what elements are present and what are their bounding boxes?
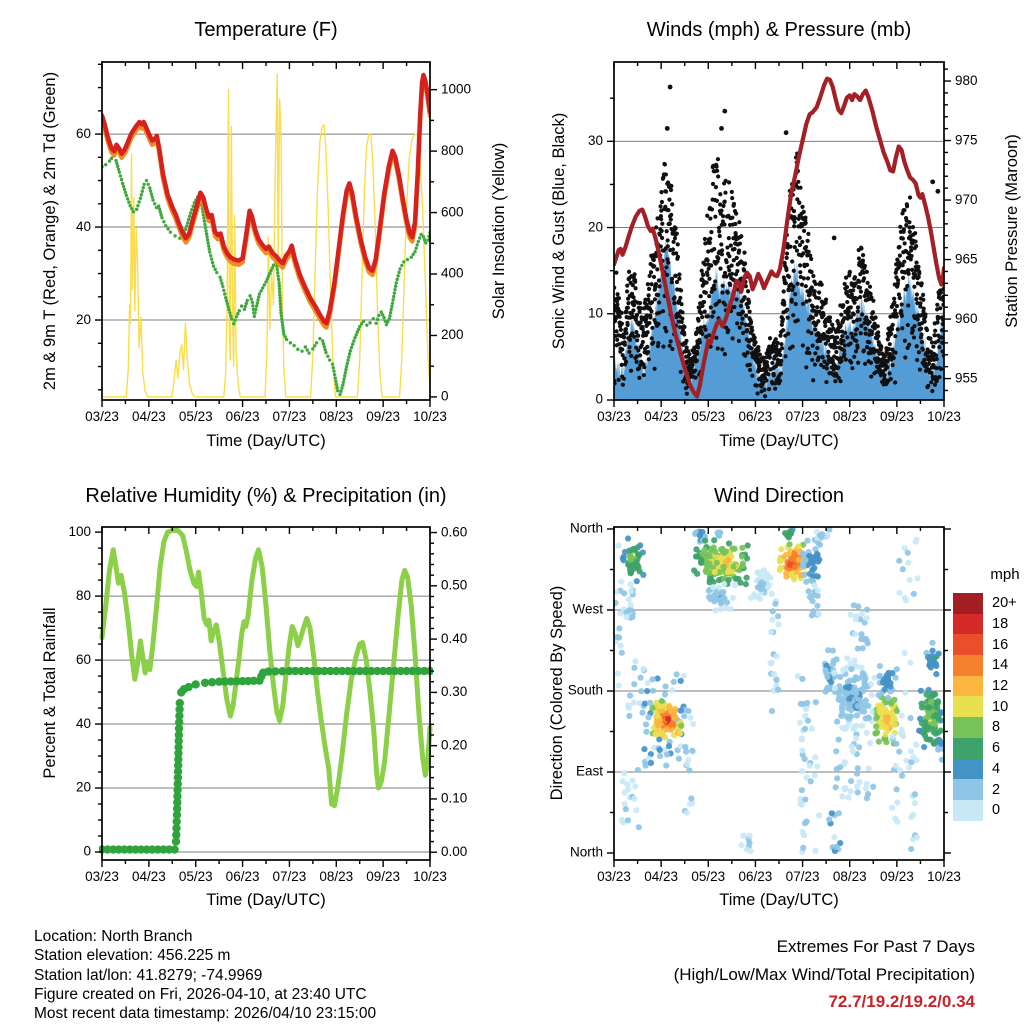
direction-ylabel-left: Direction (Colored By Speed) — [548, 585, 566, 801]
wind-direction-chart-canvas — [512, 460, 1024, 905]
legend-row — [953, 593, 1017, 614]
extremes-block — [674, 933, 975, 1016]
most-recent-data-timestamp: Most recent data timestamp: 2026/04/10 23:15:00 — [34, 1005, 377, 1023]
legend-speed-label: 18 — [992, 616, 1009, 633]
legend-swatch — [953, 593, 983, 614]
legend-swatch — [953, 676, 983, 697]
figure-created-timestamp: Figure created on Fri, 2026-04-10, at 23:40 UTC — [34, 985, 367, 1003]
temperature-ylabel-left: 2m & 9m T (Red, Orange) & 2m Td (Green) — [41, 71, 59, 391]
legend-units-label: mph — [990, 566, 1020, 583]
station-elevation: Station elevation: 456.225 m — [34, 947, 231, 965]
legend-swatch — [953, 779, 983, 800]
legend-speed-label: 8 — [992, 719, 1001, 736]
legend-speed-label: 12 — [992, 678, 1009, 695]
humidity-precip-chart-canvas — [0, 460, 512, 905]
legend-row — [953, 655, 1017, 676]
legend-swatch — [953, 614, 983, 635]
legend-swatch — [953, 800, 983, 821]
legend-row — [953, 696, 1017, 717]
station-location: Location: North Branch — [34, 928, 193, 945]
extremes-values: 72.7/19.2/19.2/0.34 — [828, 992, 975, 1011]
legend-swatch — [953, 717, 983, 738]
pressure-ylabel-right: Station Pressure (Maroon) — [1003, 134, 1021, 328]
legend-row — [953, 614, 1017, 635]
humidity-precip-title: Relative Humidity (%) & Precipitation (in) — [85, 485, 447, 507]
winds-xlabel: Time (Day/UTC) — [719, 432, 839, 450]
extremes-subheading: (High/Low/Max Wind/Total Precipitation) — [673, 964, 975, 984]
legend-speed-label: 4 — [992, 760, 1001, 777]
temperature-title: Temperature (F) — [194, 19, 338, 41]
legend-speed-label: 16 — [992, 636, 1009, 653]
legend-swatch — [953, 655, 983, 676]
legend-row — [953, 759, 1017, 780]
winds-pressure-chart-canvas — [512, 0, 1024, 460]
legend-speed-label: 14 — [992, 657, 1009, 674]
extremes-heading: Extremes For Past 7 Days — [776, 937, 975, 956]
legend-speed-label: 0 — [992, 802, 1001, 819]
legend-row — [953, 800, 1017, 821]
humidity-ylabel-left: Percent & Total Rainfall — [41, 607, 59, 779]
temperature-chart-canvas — [0, 0, 512, 460]
legend-speed-label: 20+ — [992, 595, 1017, 612]
legend-speed-label: 6 — [992, 740, 1001, 757]
legend-row — [953, 634, 1017, 655]
legend-row — [953, 738, 1017, 759]
legend-swatch — [953, 696, 983, 717]
legend-swatch — [953, 759, 983, 780]
legend-swatch — [953, 634, 983, 655]
wind-direction-title: Wind Direction — [713, 485, 845, 507]
winds-ylabel-left: Sonic Wind & Gust (Blue, Black) — [550, 112, 568, 350]
winds-pressure-title: Winds (mph) & Pressure (mb) — [646, 19, 912, 41]
legend-speed-label: 10 — [992, 698, 1009, 715]
legend-row — [953, 717, 1017, 738]
temperature-xlabel: Time (Day/UTC) — [206, 432, 326, 450]
legend-speed-label: 2 — [992, 781, 1001, 798]
legend-swatch — [953, 738, 983, 759]
direction-xlabel: Time (Day/UTC) — [719, 891, 839, 909]
speed-colorbar-legend — [953, 593, 1017, 821]
station-latlon: Station lat/lon: 41.8279; -74.9969 — [34, 966, 263, 984]
station-info-block — [34, 927, 376, 1023]
humidity-xlabel: Time (Day/UTC) — [206, 891, 326, 909]
temperature-ylabel-right: Solar Insolation (Yellow) — [490, 142, 508, 320]
legend-row — [953, 676, 1017, 697]
legend-row — [953, 779, 1017, 800]
